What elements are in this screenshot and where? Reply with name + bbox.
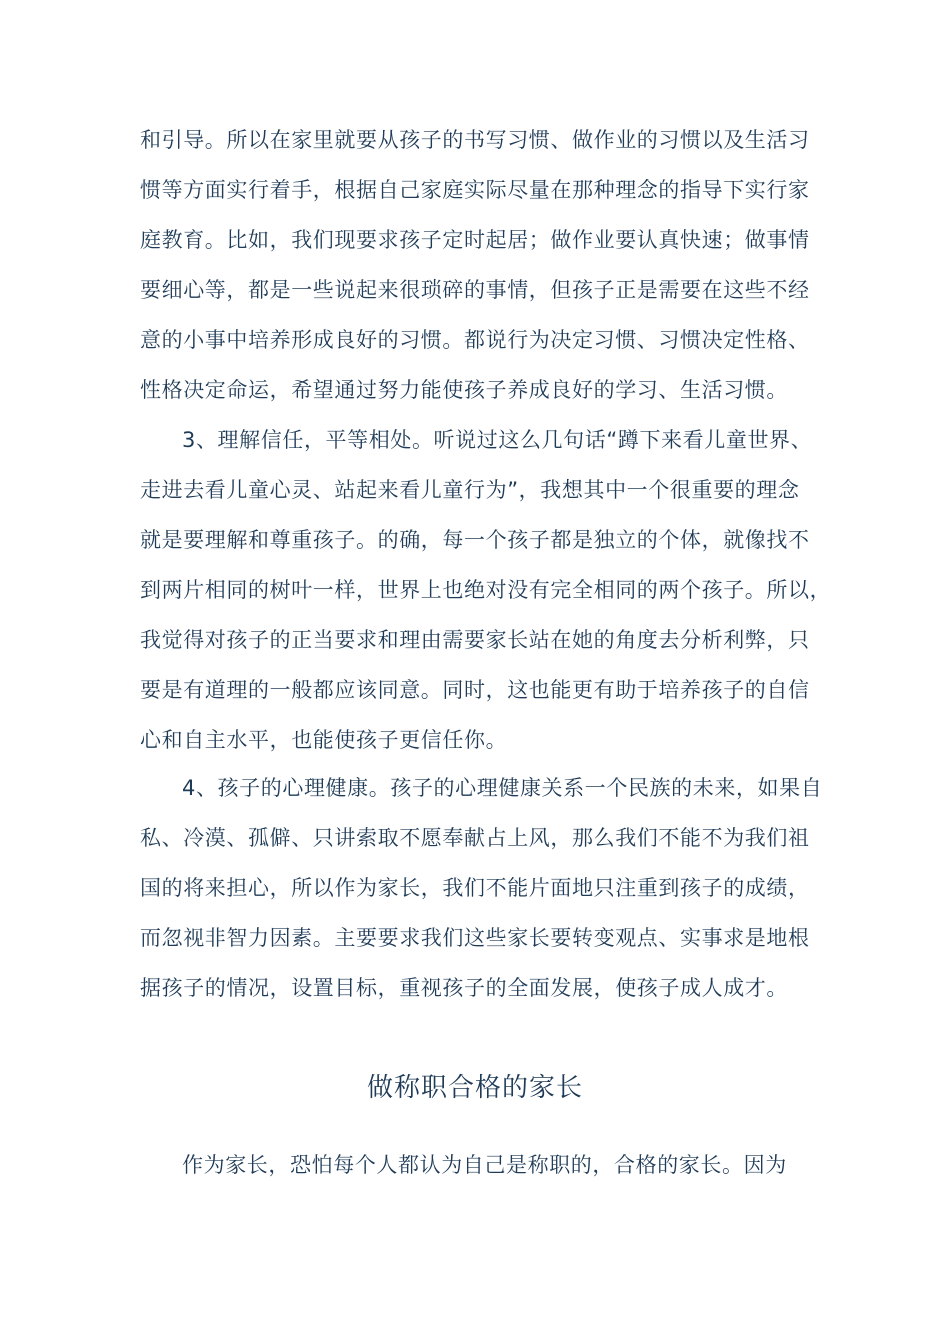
- paragraph-intro: [140, 1140, 820, 1190]
- text-line: 到两片相同的树叶一样，世界上也绝对没有完全相同的两个孩子。所以，: [140, 578, 832, 602]
- text-line: 我觉得对孩子的正当要求和理由需要家长站在她的角度去分析利弊，只: [140, 628, 810, 652]
- text-line: 性格决定命运，希望通过努力能使孩子养成良好的学习、生活习惯。: [140, 378, 788, 402]
- text-line: 惯等方面实行着手，根据自己家庭实际尽量在那种理念的指导下实行家: [140, 178, 810, 202]
- text-line: 国的将来担心，所以作为家长，我们不能片面地只注重到孩子的成绩，: [140, 876, 810, 900]
- text-line: 意的小事中培养形成良好的习惯。都说行为决定习惯、习惯决定性格、: [140, 328, 810, 352]
- text-line: 心和自主水平，也能使孩子更信任你。: [140, 728, 508, 752]
- text-line: 庭教育。比如，我们现要求孩子定时起居；做作业要认真快速；做事情: [140, 228, 810, 252]
- text-line: 4、孩子的心理健康。孩子的心理健康关系一个民族的未来，如果自: [182, 776, 823, 800]
- text-line: 私、冷漠、孤僻、只讲索取不愿奉献占上风，那么我们不能不为我们祖: [140, 826, 810, 850]
- text-line: 据孩子的情况，设置目标，重视孩子的全面发展，使孩子成人成才。: [140, 976, 788, 1000]
- text-line: 要细心等，都是一些说起来很琐碎的事情，但孩子正是需要在这些不经: [140, 278, 810, 302]
- text-line: 而忽视非智力因素。主要要求我们这些家长要转变观点、实事求是地根: [140, 926, 810, 950]
- text-line: 就是要理解和尊重孩子。的确，每一个孩子都是独立的个体，就像找不: [140, 528, 810, 552]
- paragraph-mental-health: [140, 763, 823, 1013]
- text-line: 3、理解信任，平等相处。听说过这么几句话“蹲下来看儿童世界、: [182, 428, 813, 452]
- text-line: 和引导。所以在家里就要从孩子的书写习惯、做作业的习惯以及生活习: [140, 128, 810, 152]
- paragraph-habits: [140, 115, 820, 415]
- text-line: 走进去看儿童心灵、站起来看儿童行为”，我想其中一个很重要的理念: [140, 478, 800, 502]
- section-title: 做称职合格的家长: [366, 1073, 583, 1103]
- paragraph-trust: [140, 415, 832, 765]
- text-line: 作为家长，恐怕每个人都认为自己是称职的，合格的家长。因为: [182, 1153, 787, 1177]
- text-line: 要是有道理的一般都应该同意。同时，这也能更有助于培养孩子的自信: [140, 678, 810, 702]
